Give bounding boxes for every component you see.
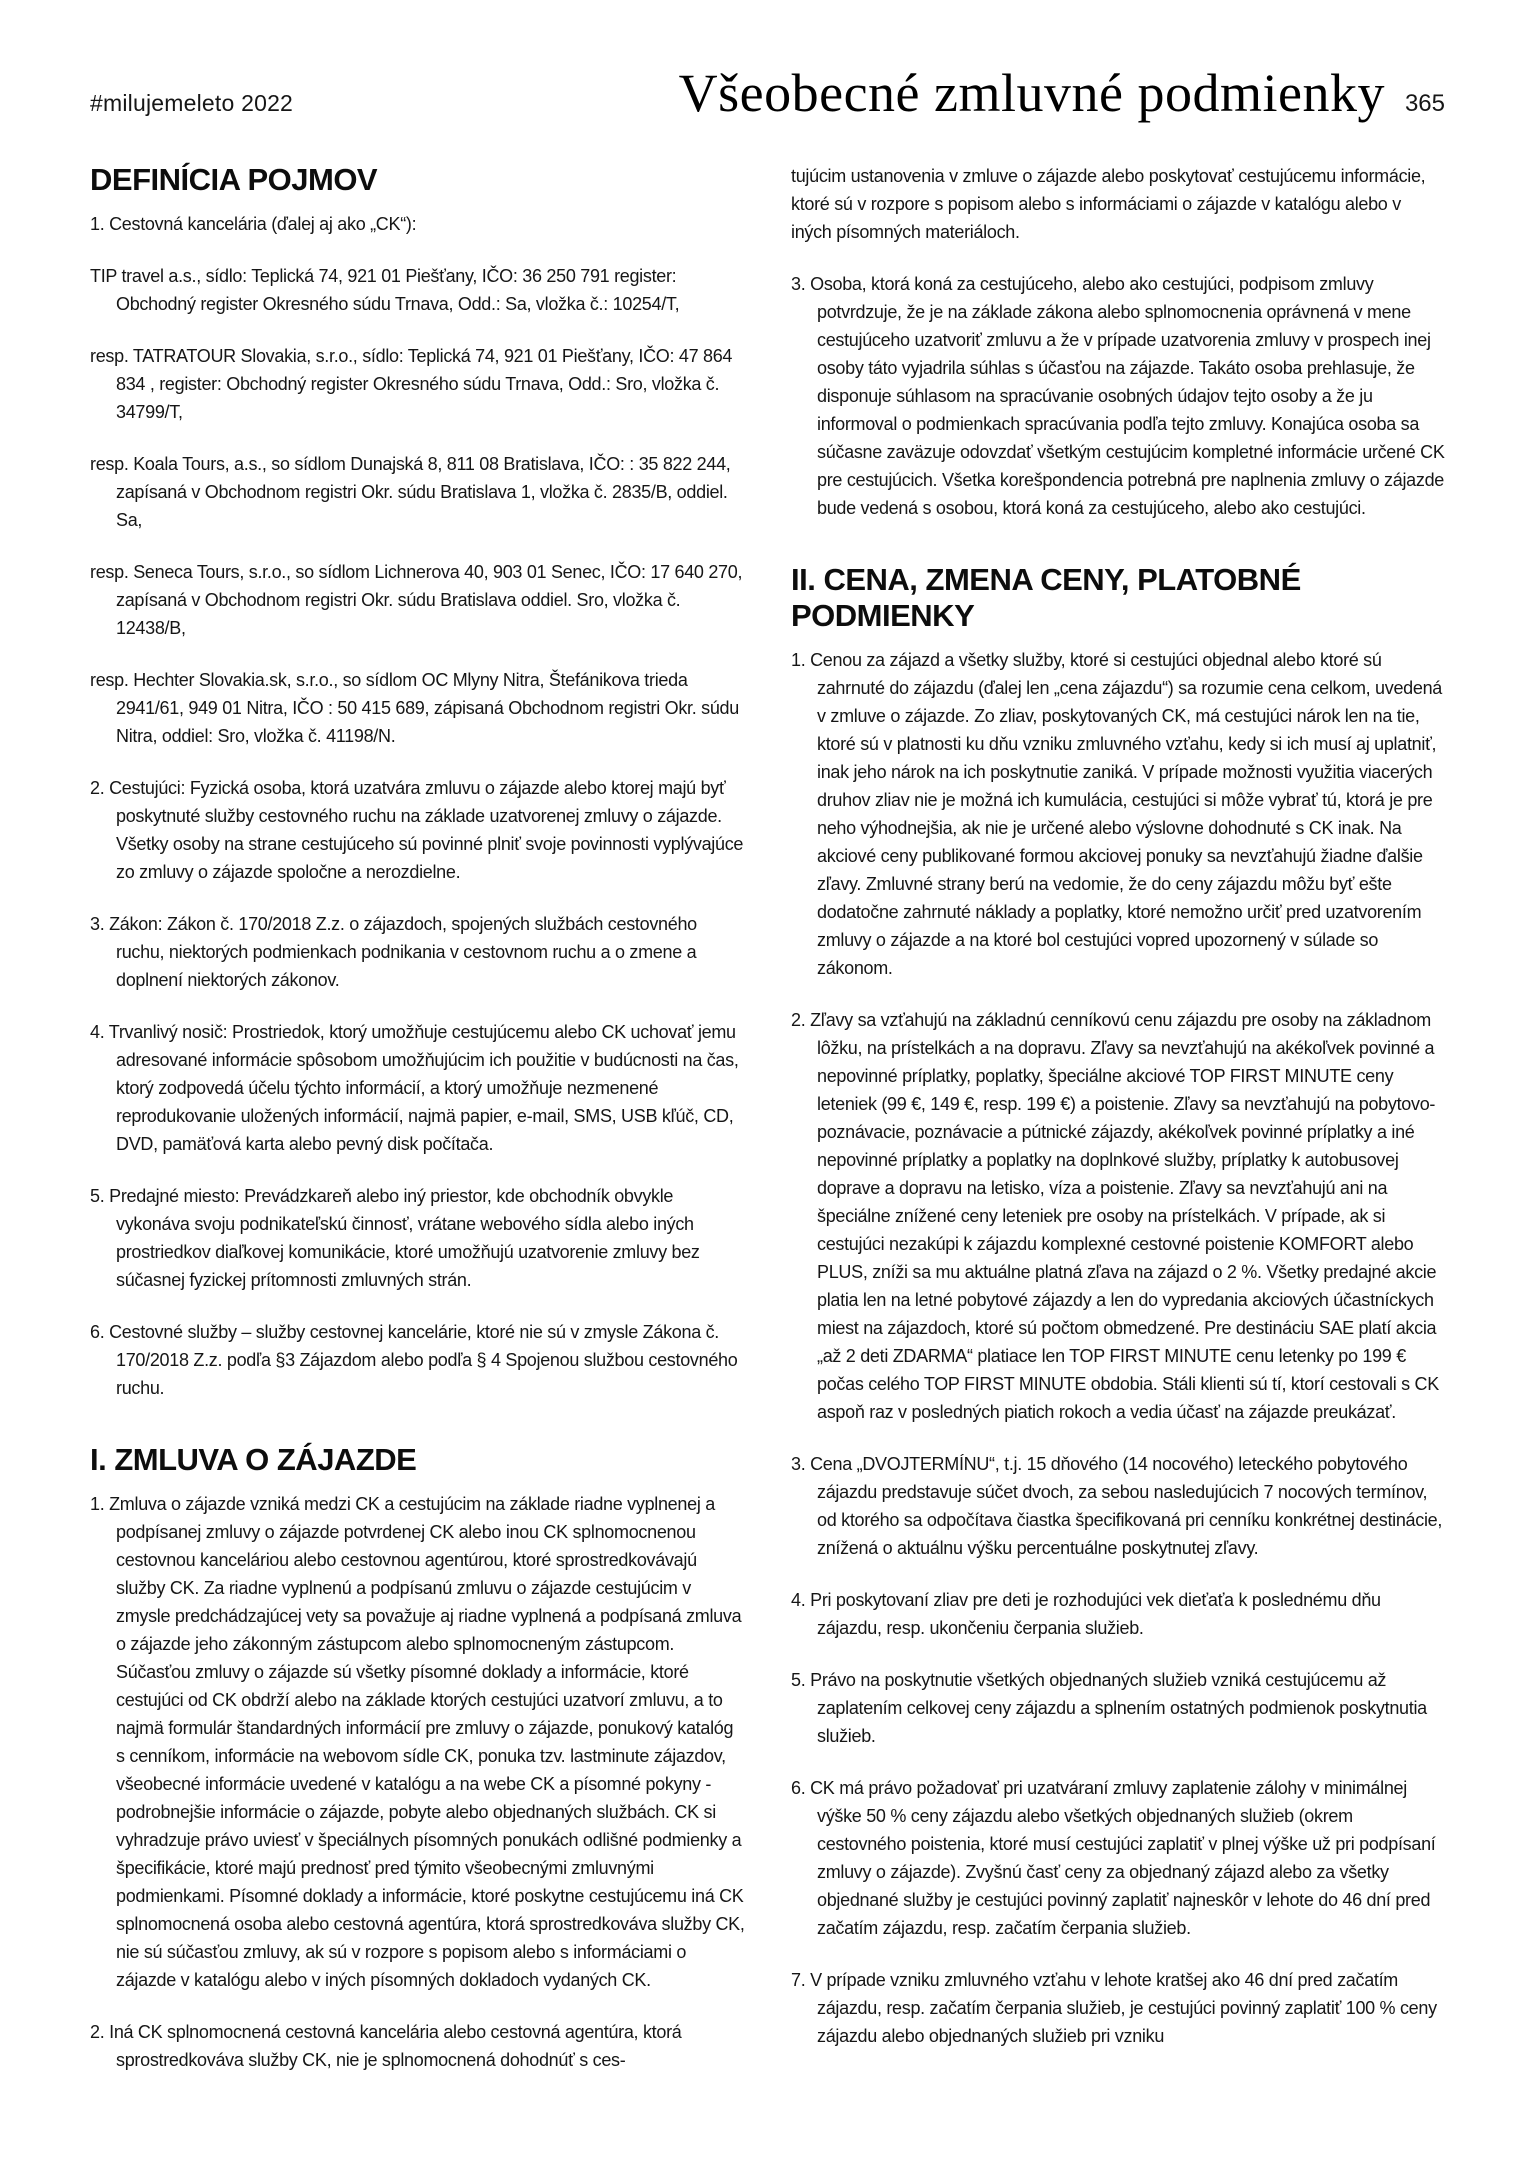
section-heading-contract: I. ZMLUVA O ZÁJAZDE [90,1442,417,1477]
campaign-hashtag: #milujemeleto 2022 [90,90,294,116]
paragraph: 7. V prípade vzniku zmluvného vzťahu v lehote kratšej ako 46 dní pred začatím zájazdu, resp. začatím čerpania služieb, je cestujúci povinný zaplatiť 100 % ceny zájazdu alebo objednaných služieb pri vzniku [791,1970,1437,2046]
paragraph: 2. Iná CK splnomocnená cestovná kancelária alebo cestovná agentúra, ktorá sprostredkováva služby CK, nie je splnomocnená dohodnúť s ces- [90,2022,682,2070]
paragraph: 3. Zákon: Zákon č. 170/2018 Z.z. o zájazdoch, spojených službách cestovného ruchu, niektorých podmienkach podnikania v cestovnom ruchu a o zmene a doplnení niektorých zákonov. [90,914,697,990]
paragraph: 6. Cestovné služby – služby cestovnej kancelárie, ktoré nie sú v zmysle Zákona č. 170/2018 Z.z. podľa §3 Zájazdom alebo podľa § 4 Spojenou službou cestovného ruchu. [90,1322,738,1398]
section-heading-price: II. CENA, ZMENA CENY, PLATOBNÉ PODMIENKY [791,562,1301,633]
continuation-paragraph: tujúcim ustanovenia v zmluve o zájazde alebo poskytovať cestujúcemu informácie, ktoré sú v rozpore s popisom alebo s informáciami o zájazde v katalógu alebo v iných písomných materiáloch. [791,166,1426,242]
paragraph: 4. Trvanlivý nosič: Prostriedok, ktorý umožňuje cestujúcemu alebo CK uchovať jemu adresované informácie spôsobom umožňujúcim ich použitie v budúcnosti na čas, ktorý zodpovedá účelu týchto informácií, a ktorý umožňuje nezmenené reprodukovanie uložených informácií, najmä papier, e-mail, SMS, USB kľúč, CD, DVD, pamäťová karta alebo pevný disk počítača. [90,1022,739,1154]
page-title: Všeobecné zmluvné podmienky [678,63,1385,123]
paragraph: resp. Seneca Tours, s.r.o., so sídlom Lichnerova 40, 903 01 Senec, IČO: 17 640 270, zapísaná v Obchodnom registri Okr. súdu Bratislava oddiel. Sro, vložka č. 12438/B, [90,562,743,638]
column-left [90,162,745,2098]
paragraph: 5. Predajné miesto: Prevádzkareň alebo iný priestor, kde obchodník obvykle vykonáva svoju podnikateľskú činnosť, vrátane webového sídla alebo iných prostriedkov diaľkovej komunikácie, ktoré umožňujú uzatvorenie zmluvy bez súčasnej fyzickej prítomnosti zmluvných strán. [90,1186,700,1290]
paragraph: 2. Zľavy sa vzťahujú na základnú cenníkovú cenu zájazdu pre osoby na základnom lôžku, na prístelkách a na dopravu. Zľavy sa nevzťahujú na akékoľvek povinné a nepovinné príplatky, poplatky, špeciálne akciové TOP FIRST MINUTE ceny leteniek (99 €, 149 €, resp. 199 €) a poistenie. Zľavy sa nevzťahujú na pobytovo-poznávacie, poznávacie a pútnické zájazdy, akékoľvek povinné príplatky a iné nepovinné príplatky a poplatky na doplnkové služby, príplatky k autobusovej doprave a dopravu na letisko, víza a poistenie. Zľavy sa nevzťahujú ani na špeciálne znížené ceny leteniek pre osoby na prístelkách. V prípade, ak si cestujúci nezakúpi k zájazdu komplexné cestovné poistenie KOMFORT alebo PLUS, zníži sa mu aktuálne platná zľava na zájazd o 2 %. Všetky predajné akcie platia len na letné pobytové zájazdy a len do vypredania akciových účastníckych miest na zájazdoch, ktoré sú počtom obmedzené. Pre destináciu SAE platí akcia „až 2 deti ZDARMA“ platiace len TOP FIRST MINUTE cenu letenky po 199 € počas celého TOP FIRST MINUTE obdobia. Stáli klienti sú tí, ktorí cestovali s CK aspoň raz v posledných piatich rokoch a vedia účasť na zájazde preukázať. [791,1010,1439,1422]
page-number: 365 [1404,90,1445,117]
paragraph: 4. Pri poskytovaní zliav pre deti je rozhodujúci vek dieťaťa k poslednému dňu zájazdu, resp. ukončeniu čerpania služieb. [791,1590,1381,1638]
paragraph: 1. Cenou za zájazd a všetky služby, ktoré si cestujúci objednal alebo ktoré sú zahrnuté do zájazdu (ďalej len „cena zájazdu“) sa rozumie cena celkom, uvedená v zmluve o zájazde. Zo zliav, poskytovaných CK, má cestujúci nárok len na tie, ktoré sú v platnosti ku dňu vzniku zmluvného vzťahu, kedy si ich musí aj uplatniť, inak jeho nárok na ich poskytnutie zaniká. V prípade možnosti využitia viacerých druhov zliav nie je možná ich kumulácia, cestujúci si môže vybrať tú, ktorá je pre neho výhodnejšia, ak nie je určené alebo výslovne dohodnuté s CK inak. Na akciové ceny publikované formou akciovej ponuky sa nevzťahujú žiadne ďalšie zľavy. Zmluvné strany berú na vedomie, že do ceny zájazdu môžu byť ešte dodatočne zahrnuté náklady a poplatky, ktoré nemožno určiť pred uzatvorením zmluvy o zájazde a na ktoré bol cestujúci vopred upozornený v súlade so zákonom. [791,650,1443,978]
paragraph: TIP travel a.s., sídlo: Teplická 74, 921 01 Piešťany, IČO: 36 250 791 register: Obchodný register Okresného súdu Trnava, Odd.: Sa, vložka č.: 10254/T, [90,266,680,314]
paragraph: 3. Cena „DVOJTERMÍNU“, t.j. 15 dňového (14 nocového) leteckého pobytového zájazdu predstavuje súčet dvoch, za sebou nasledujúcich 7 nocových termínov, od ktorého sa odpočítava čiastka špecifikovaná pri cenníku konkrétnej destinácie, znížená o aktuálnu výšku percentuálne poskytnutej zľavy. [791,1454,1443,1558]
paragraph: 1. Cestovná kancelária (ďalej aj ako „CK“): [90,214,417,234]
column-right [791,162,1446,2098]
paragraph: 3. Osoba, ktorá koná za cestujúceho, alebo ako cestujúci, podpisom zmluvy potvrdzuje, že je na základe zákona alebo splnomocnenia oprávnená v mene cestujúceho uzatvoriť zmluvu a že v prípade uzatvorenia zmluvy v prospech inej osoby táto vyjadrila súhlas s účasťou na zájazde. Takáto osoba prehlasuje, že disponuje súhlasom na spracúvanie osobných údajov tejto osoby a že ju informoval o podmienkach spracúvania podľa tejto zmluvy. Konajúca osoba sa súčasne zaväzuje odovzdať všetkým cestujúcim kompletné informácie určené CK pre cestujúcich. Všetka korešpondencia potrebná pre naplnenia zmluvy o zájazde bude vedená s osobou, ktorá koná za cestujúceho, alebo ako cestujúci. [791,274,1445,518]
two-column-body [90,162,1445,2098]
paragraph: resp. Hechter Slovakia.sk, s.r.o., so sídlom OC Mlyny Nitra, Štefánikova trieda 2941/61, 949 01 Nitra, IČO : 50 415 689, zápisaná Obchodnom registri Okr. súdu Nitra, oddiel: Sro, vložka č. 41198/N. [90,670,739,746]
section-heading-definitions: DEFINÍCIA POJMOV [90,162,378,197]
page-header [90,63,1445,123]
paragraph: 2. Cestujúci: Fyzická osoba, ktorá uzatvára zmluvu o zájazde alebo ktorej majú byť poskytnuté služby cestovného ruchu na základe uzatvorenej zmluvy o zájazde. Všetky osoby na strane cestujúceho sú povinné plniť svoje povinnosti vyplývajúce zo zmluvy o zájazde spoločne a nerozdielne. [90,778,744,882]
paragraph: resp. Koala Tours, a.s., so sídlom Dunajská 8, 811 08 Bratislava, IČO: : 35 822 244, zapísaná v Obchodnom registri Okr. súdu Bratislava 1, vložka č. 2835/B, oddiel. Sa, [90,454,731,530]
paragraph: resp. TATRATOUR Slovakia, s.r.o., sídlo: Teplická 74, 921 01 Piešťany, IČO: 47 864 834 , register: Obchodný register Okresného súdu Trnava, Odd.: Sro, vložka č. 34799/T, [90,346,733,422]
paragraph: 1. Zmluva o zájazde vzniká medzi CK a cestujúcim na základe riadne vyplnenej a podpísanej zmluvy o zájazde potvrdenej CK alebo inou CK splnomocnenou cestovnou kanceláriou alebo cestovnou agentúrou, ktoré sprostredkovávajú služby CK. Za riadne vyplnenú a podpísanú zmluvu o zájazde cestujúcim v zmysle predchádzajúcej vety sa považuje aj riadne vyplnená a podpísaná zmluva o zájazde jeho zákonným zástupcom alebo splnomocneným zástupcom. Súčasťou zmluvy o zájazde sú všetky písomné doklady a informácie, ktoré cestujúci od CK obdrží alebo na základe ktorých cestujúci uzatvorí zmluvu, a to najmä formulár štandardných informácií pre zmluvy o zájazde, ponukový katalóg s cenníkom, informácie na webovom sídle CK, ponuka tzv. lastminute zájazdov, všeobecné informácie uvedené v katalógu a na webe CK a písomné pokyny - podrobnejšie informácie o zájazde, pobyte alebo objednaných službách. CK si vyhradzuje právo uviesť v špeciálnych písomných ponukách odlišné podmienky a špecifikácie, ktoré majú prednosť pred týmito všeobecnými zmluvnými podmienkami. Písomné doklady a informácie, ktoré poskytne cestujúcemu iná CK splnomocnená osoba alebo cestovná agentúra, ktorá sprostredkováva služby CK, nie sú súčasťou zmluvy, ak sú v rozpore s popisom alebo s informáciami o zájazde v katalógu alebo v iných písomných dokladoch vydaných CK. [90,1494,745,1990]
paragraph: 6. CK má právo požadovať pri uzatváraní zmluvy zaplatenie zálohy v minimálnej výške 50 % ceny zájazdu alebo všetkých objednaných služieb (okrem cestovného poistenia, ktoré musí cestujúci zaplatiť v plnej výške už pri podpísaní zmluvy o zájazde). Zvyšnú časť ceny za objednaný zájazd alebo za všetky objednané služby je cestujúci povinný zaplatiť najneskôr v lehote do 46 dní pred začatím zájazdu, resp. začatím čerpania služieb. [791,1778,1436,1938]
paragraph: 5. Právo na poskytnutie všetkých objednaných služieb vzniká cestujúcemu až zaplatením celkovej ceny zájazdu a splnením ostatných podmienok poskytnutia služieb. [791,1670,1427,1746]
